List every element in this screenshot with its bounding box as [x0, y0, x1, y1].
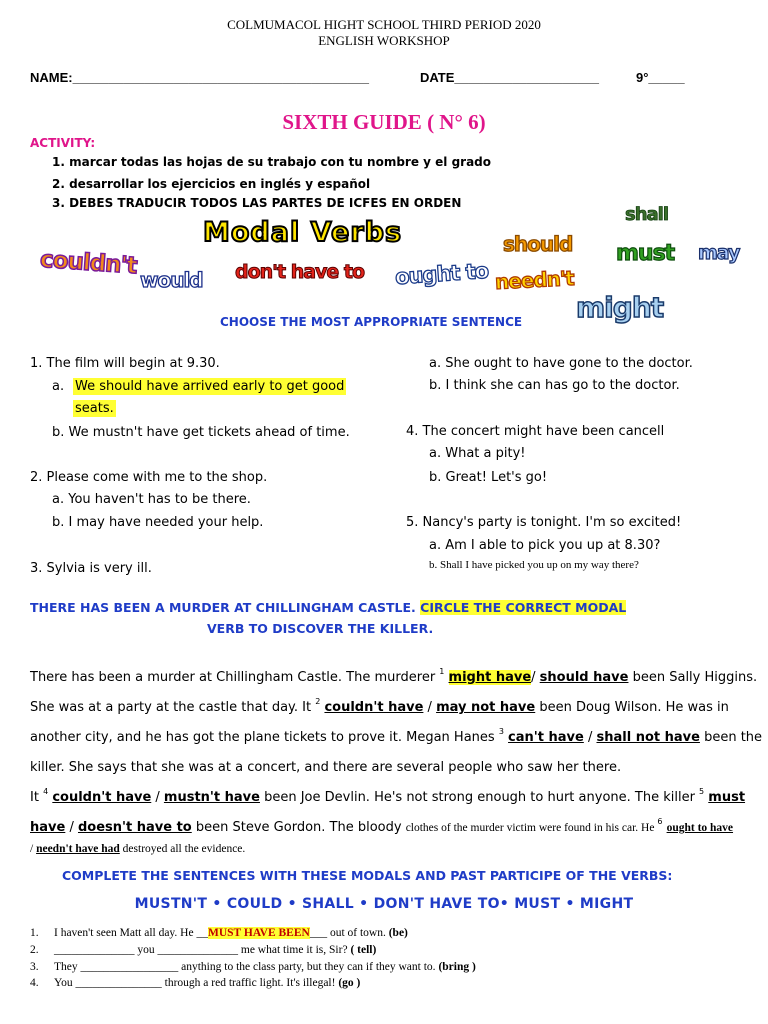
story-text: It: [30, 790, 44, 805]
choice-4a[interactable]: couldn't have: [52, 790, 152, 805]
choice-2a[interactable]: couldn't have: [324, 700, 424, 715]
question-3: 3. Sylvia is very ill.: [30, 561, 152, 576]
word-might: might: [576, 291, 664, 324]
exercise-verb: (be): [388, 927, 408, 939]
exercise-item: [30, 927, 408, 939]
choice-3b[interactable]: shall not have: [596, 730, 700, 745]
exercise-answer[interactable]: MUST HAVE BEEN: [207, 927, 310, 939]
modal-verbs-heading: Modal Verbs: [203, 217, 403, 248]
q1-option-a[interactable]: We should have arrived early to get good: [75, 379, 345, 394]
blank-number: 5: [699, 787, 705, 796]
q1-option-b[interactable]: b. We mustn't have get tickets ahead of time.: [52, 425, 350, 440]
story-text: been Doug Wilson. He was in: [535, 700, 729, 715]
story-text: /: [583, 730, 597, 745]
word-would: would: [140, 268, 203, 292]
grade-field: 9°_____: [636, 70, 685, 85]
activity-item: 2. desarrollar los ejercicios en inglés y español: [52, 177, 371, 191]
exercise-number: 1.: [30, 927, 39, 939]
story-text: been Sally Higgins.: [628, 670, 758, 685]
choice-5b[interactable]: doesn't have to: [77, 820, 192, 835]
choice-5a-cont[interactable]: have: [30, 820, 66, 835]
exercise-text: ___ out of town.: [309, 927, 389, 939]
blank-number: 6: [657, 817, 663, 826]
exercise-verb: (bring ): [438, 961, 476, 973]
choice-6b[interactable]: needn't have had: [36, 843, 120, 855]
q4-option-a[interactable]: a. What a pity!: [429, 446, 526, 461]
story-text: /: [423, 700, 437, 715]
section2-heading-part1: THERE HAS BEEN A MURDER AT CHILLINGHAM CASTLE.: [30, 600, 421, 615]
story-text: /: [531, 670, 540, 685]
story-line-7: [30, 843, 245, 855]
q1-option-a-letter: a.: [52, 379, 65, 394]
word-should: should: [503, 232, 573, 256]
choice-5a[interactable]: must: [708, 790, 746, 805]
page-title: SIXTH GUIDE ( N° 6): [282, 110, 486, 134]
section1-heading: CHOOSE THE MOST APPROPRIATE SENTENCE: [220, 315, 523, 329]
exercise-number: 2.: [30, 944, 39, 956]
story-line-6: [30, 817, 734, 835]
story-text: another city, and he has got the plane tickets to prove it. Megan Hanes: [30, 730, 499, 745]
choice-2b[interactable]: may not have: [436, 700, 536, 715]
modals-list: MUSTN'T • COULD • SHALL • DON'T HAVE TO• MUST • MIGHT: [134, 896, 634, 912]
activity-label: ACTIVITY:: [30, 136, 96, 150]
choice-4b[interactable]: mustn't have: [163, 790, 260, 805]
date-field: DATE____________________: [420, 70, 600, 85]
section2-heading: [30, 600, 626, 615]
exercise-text: I haven't seen Matt all day. He __: [54, 927, 208, 939]
story-text: /: [30, 843, 37, 855]
section2-heading-highlight: CIRCLE THE CORRECT MODAL: [420, 600, 627, 615]
name-field: NAME:_________________________________________: [30, 70, 370, 85]
exercise-verb: ( tell): [350, 944, 377, 956]
word-may: may: [698, 242, 740, 264]
exercise-item: [30, 944, 376, 956]
story-text: been Steve Gordon. The bloody: [191, 820, 406, 835]
word-must: must: [616, 241, 675, 266]
workshop-title: ENGLISH WORKSHOP: [318, 33, 450, 48]
question-2: 2. Please come with me to the shop.: [30, 470, 268, 485]
q2-option-b[interactable]: b. I may have needed your help.: [52, 515, 264, 530]
exercise-number: 3.: [30, 961, 39, 973]
choice-6a[interactable]: ought to have: [666, 822, 734, 834]
word-couldnt: couldn't: [39, 246, 138, 280]
story-text: /: [65, 820, 78, 835]
blank-number: 1: [439, 667, 445, 676]
word-neednt: needn't: [494, 265, 575, 295]
word-dont-have-to: don't have to: [235, 261, 365, 283]
exercise-item: [30, 977, 360, 989]
exercise-number: 4.: [30, 977, 39, 989]
word-ought-to: ought to: [394, 258, 489, 290]
section3-heading: COMPLETE THE SENTENCES WITH THESE MODALS AND PAST PARTICIPE OF THE VERBS:: [62, 868, 673, 883]
q3-option-b[interactable]: b. I think she can has go to the doctor.: [429, 378, 680, 393]
exercise-text: ______________ you ______________ me what time it is, Sir?: [54, 944, 351, 956]
activity-item: 1. marcar todas las hojas de su trabajo con tu nombre y el grado: [52, 155, 492, 169]
question-1: 1. The film will begin at 9.30.: [30, 356, 220, 371]
story-line-3: [30, 727, 763, 745]
story-line-5: [30, 787, 746, 805]
school-name: COLMUMACOL HIGHT SCHOOL THIRD PERIOD 2020: [227, 17, 541, 32]
choice-1a[interactable]: might have: [448, 670, 532, 685]
story-text: destroyed all the evidence.: [119, 843, 246, 855]
choice-3a[interactable]: can't have: [508, 730, 584, 745]
q5-option-a[interactable]: a. Am I able to pick you up at 8.30?: [429, 538, 661, 553]
story-line-2: [30, 697, 729, 715]
blank-number: 2: [315, 697, 321, 706]
choice-1b[interactable]: should have: [539, 670, 629, 685]
activity-item: 3. DEBES TRADUCIR TODOS LAS PARTES DE ICFES EN ORDEN: [52, 196, 462, 210]
section2-heading-line2: VERB TO DISCOVER THE KILLER.: [207, 621, 434, 636]
blank-number: 4: [43, 787, 49, 796]
exercise-text: They _________________ anything to the class party, but they can if they want to.: [54, 961, 439, 973]
q1-option-a-cont[interactable]: seats.: [75, 401, 114, 416]
exercise-item: [30, 961, 476, 973]
word-shall: shall: [625, 204, 669, 225]
story-text: /: [151, 790, 164, 805]
story-text: been Joe Devlin. He's not strong enough to hurt anyone. The killer: [259, 790, 700, 805]
story-line-1: [30, 667, 758, 685]
story-text: There has been a murder at Chillingham Castle. The murderer: [30, 670, 440, 685]
exercise-verb: (go ): [338, 977, 361, 989]
story-line-4: killer. She says that she was at a concert, and there are several people who saw her there.: [30, 760, 622, 775]
story-text: been the: [699, 730, 763, 745]
question-4: 4. The concert might have been cancell: [406, 424, 665, 439]
q2-option-a[interactable]: a. You haven't has to be there.: [52, 492, 251, 507]
q3-option-a[interactable]: a. She ought to have gone to the doctor.: [429, 356, 693, 371]
q5-option-b[interactable]: b. Shall I have picked you up on my way there?: [429, 559, 639, 571]
question-5: 5. Nancy's party is tonight. I'm so excited!: [406, 515, 682, 530]
blank-number: 3: [498, 727, 504, 736]
q4-option-b[interactable]: b. Great! Let's go!: [429, 470, 548, 485]
story-text: clothes of the murder victim were found in his car. He: [405, 822, 658, 834]
story-text: She was at a party at the castle that day. It: [30, 700, 316, 715]
exercise-text: You _______________ through a red traffic light. It's illegal!: [54, 977, 339, 989]
